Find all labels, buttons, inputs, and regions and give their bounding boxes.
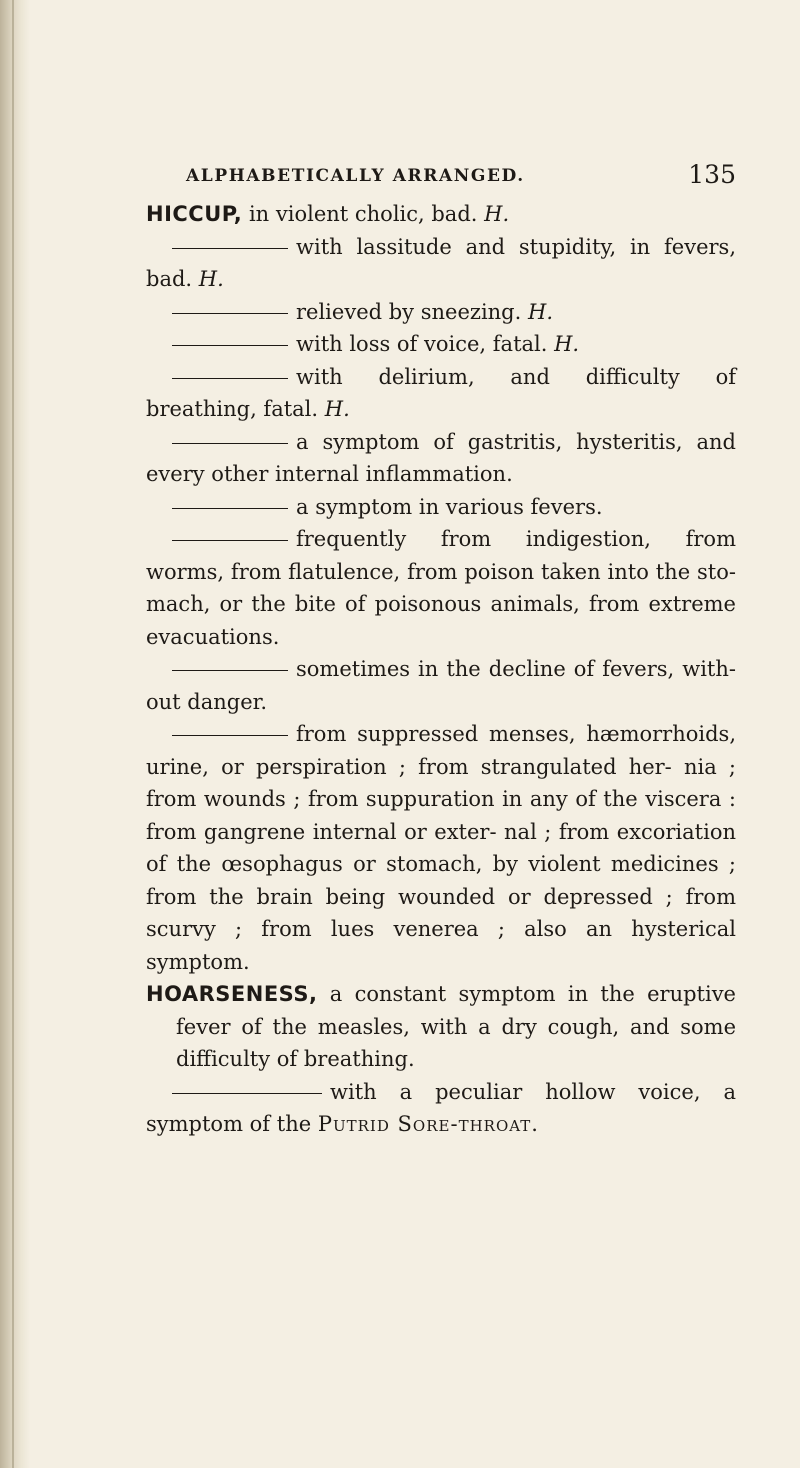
entry-text: a symptom in various fevers. bbox=[296, 494, 603, 519]
entry-text: a symptom of gastritis, hysteritis, and every other internal inflammation. bbox=[146, 429, 736, 486]
entry-source: H. bbox=[324, 397, 350, 421]
ditto-dash bbox=[172, 508, 288, 509]
entry-text: relieved by sneezing. bbox=[296, 299, 522, 324]
entry-source: H. bbox=[198, 267, 224, 291]
subentry bbox=[146, 1076, 736, 1141]
entry-hiccup bbox=[146, 198, 736, 231]
ditto-dash bbox=[172, 1093, 322, 1094]
ditto-dash bbox=[172, 443, 288, 444]
book-gutter bbox=[0, 0, 30, 1468]
subentry bbox=[146, 718, 736, 978]
ditto-dash bbox=[172, 540, 288, 541]
entry-source: H. bbox=[554, 332, 580, 356]
page-body bbox=[146, 198, 736, 1141]
subentry bbox=[146, 231, 736, 296]
page-header bbox=[146, 160, 736, 194]
ditto-dash bbox=[172, 313, 288, 314]
ditto-dash bbox=[172, 248, 288, 249]
entry-headword: HOARSENESS, bbox=[146, 982, 318, 1006]
subentry bbox=[146, 361, 736, 426]
entry-text: a constant symptom in the eruptive fever of the measles, with a dry cough, and some difficulty of breathing. bbox=[176, 982, 736, 1071]
entry-text: with loss of voice, fatal. bbox=[296, 332, 548, 356]
subentry bbox=[146, 296, 736, 329]
entry-text: with lassitude and stupidity, in fevers, bad. bbox=[146, 234, 736, 291]
page-number: 135 bbox=[688, 160, 736, 189]
entry-text: in violent cholic, bad. bbox=[248, 202, 478, 226]
entry-source: H. bbox=[528, 299, 553, 324]
entry-source: H. bbox=[484, 202, 510, 226]
subentry bbox=[146, 491, 736, 524]
running-title: ALPHABETICALLY ARRANGED. bbox=[186, 166, 525, 186]
subentry bbox=[146, 328, 736, 361]
ditto-dash bbox=[172, 670, 288, 671]
ditto-dash bbox=[172, 378, 288, 379]
ditto-dash bbox=[172, 345, 288, 346]
ditto-dash bbox=[172, 735, 288, 736]
subentry bbox=[146, 523, 736, 653]
entry-text: with delirium, and difficulty of breathing, fatal. bbox=[146, 364, 736, 421]
gutter-edge bbox=[12, 0, 14, 1468]
entry-text: with a peculiar hollow voice, a symptom of the bbox=[146, 1079, 736, 1136]
subentry bbox=[146, 426, 736, 491]
subentry bbox=[146, 653, 736, 718]
entry-text: sometimes in the decline of fevers, with- out danger. bbox=[146, 657, 736, 714]
entry-crossref: Putrid Sore-throat. bbox=[317, 1112, 539, 1136]
entry-text: frequently from indigestion, from worms, from flatulence, from poison taken into the sto- mach, or the bite of poisonous animals, from extreme evacuations. bbox=[146, 527, 736, 649]
entry-text: from suppressed menses, hæmorrhoids, urine, or perspiration ; from strangulated her- nia ; from wounds ; from suppuration in any of the viscera : from gangrene internal or exter- nal ; from excoriation of the œsophagus or stomach, by violent medicines ; from the brain being wounded or depressed ; from scurvy ; from lues venerea ; also an hysterical symptom. bbox=[146, 722, 736, 974]
entry-hoarseness bbox=[146, 978, 736, 1076]
entry-headword: HICCUP, bbox=[146, 202, 243, 226]
